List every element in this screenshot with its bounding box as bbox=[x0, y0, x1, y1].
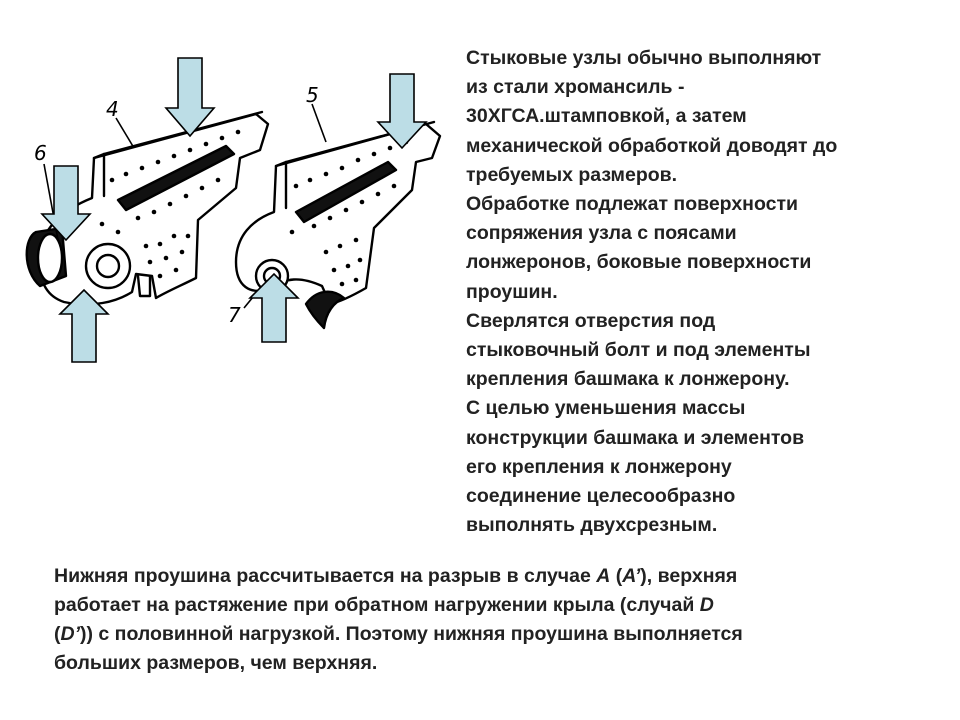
text-line: соединение целесообразно bbox=[466, 485, 736, 508]
fitting-illustration bbox=[0, 40, 460, 380]
text-line: его крепления к лонжерону bbox=[466, 455, 732, 478]
text-line: из стали хромансиль - bbox=[466, 76, 685, 99]
label-5: 5 bbox=[306, 83, 319, 107]
text-line: требуемых размеров. bbox=[466, 163, 678, 186]
description-text bbox=[466, 44, 936, 540]
text-line: С целью уменьшения массы bbox=[466, 397, 746, 420]
text-line: выполнять двухсрезным. bbox=[466, 514, 718, 537]
text-line: лонжеронов, боковые поверхности bbox=[466, 251, 812, 274]
text-line: конструкции башмака и элементов bbox=[466, 426, 805, 449]
text-line bbox=[54, 649, 924, 678]
case-label: D’ bbox=[60, 623, 80, 645]
case-label: D bbox=[699, 594, 714, 616]
case-label: А’ bbox=[622, 565, 641, 587]
text-line bbox=[54, 620, 924, 649]
text-line: крепления башмака к лонжерону. bbox=[466, 368, 790, 391]
case-label: А bbox=[596, 565, 611, 587]
text-segment: ), верхняя bbox=[640, 565, 738, 587]
text-segment: )) с половинной нагрузкой. Поэтому нижняя проушина выполняется bbox=[80, 623, 743, 645]
text-line: стыковочный болт и под элементы bbox=[466, 339, 811, 362]
text-line: проушин. bbox=[466, 280, 558, 303]
arrow-down-top-left bbox=[166, 58, 214, 136]
text-line: механической обработкой доводят до bbox=[466, 134, 838, 157]
text-segment: ( bbox=[610, 565, 623, 587]
text-segment: Нижняя проушина рассчитывается на разрыв в случае bbox=[54, 565, 597, 587]
text-line: Обработке подлежат поверхности bbox=[466, 193, 798, 216]
conclusion-text bbox=[54, 562, 924, 678]
text-line: 30ХГСА.штамповкой, а затем bbox=[466, 105, 747, 128]
text-segment: работает на растяжение при обратном нагружении крыла (случай bbox=[54, 594, 700, 616]
text-line: Стыковые узлы обычно выполняют bbox=[466, 47, 822, 69]
label-6: 6 bbox=[34, 141, 47, 165]
text-line bbox=[54, 562, 924, 591]
text-segment: ( bbox=[54, 623, 61, 645]
text-line: Сверлятся отверстия под bbox=[466, 309, 716, 332]
text-line bbox=[54, 591, 924, 620]
label-4: 4 bbox=[106, 97, 119, 121]
label-7: 7 bbox=[228, 303, 241, 327]
text-line: сопряжения узла с поясами bbox=[466, 222, 737, 245]
text-segment: больших размеров, чем верхняя. bbox=[54, 652, 378, 674]
